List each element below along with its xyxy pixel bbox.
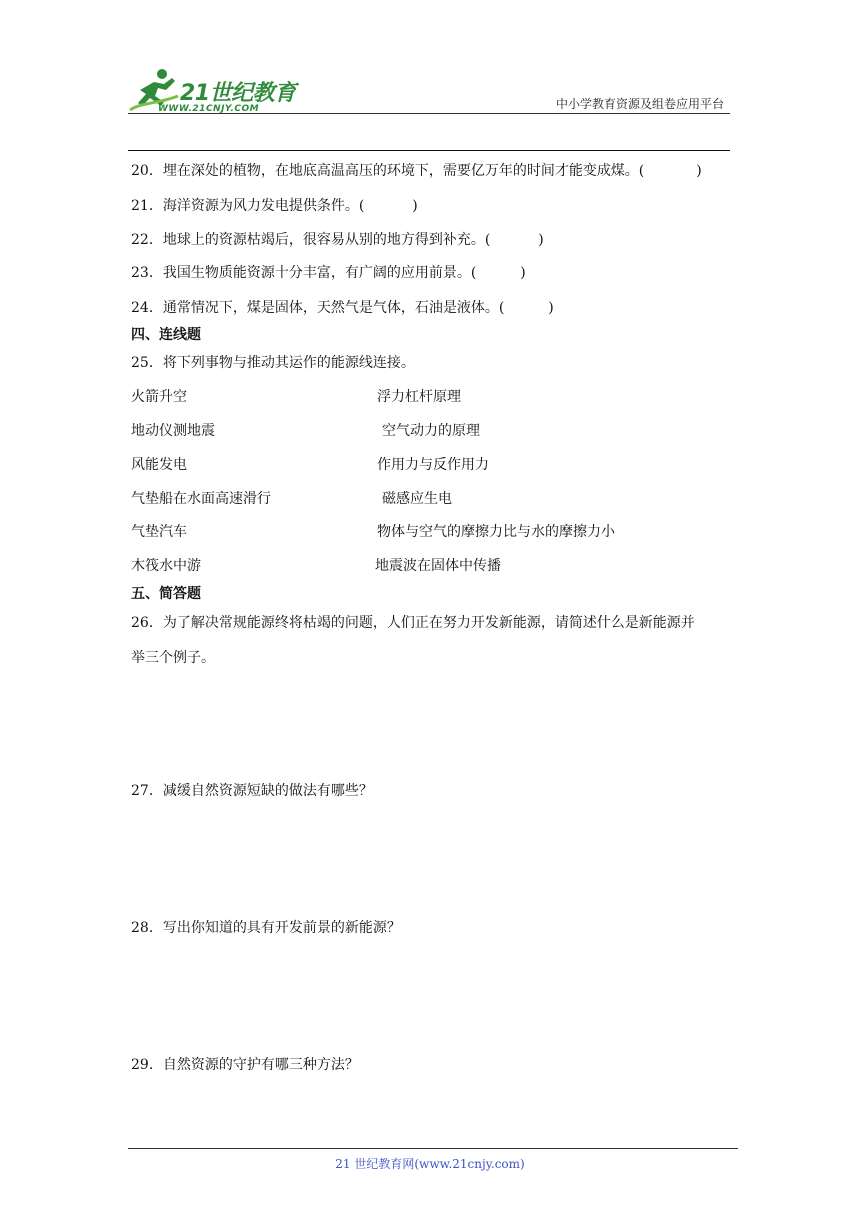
question-25: 25．将下列事物与推动其运作的能源线连接。 (131, 355, 415, 371)
match-right-item: 浮力杠杆原理 (377, 389, 461, 405)
answer-paren-close: ) (412, 198, 418, 214)
content-top-rule (128, 150, 730, 151)
match-left-item: 木筏水中游 (131, 558, 201, 574)
question-22 (131, 229, 544, 249)
site-logo (128, 66, 298, 118)
question-27: 27．减缓自然资源短缺的做法有哪些？ (131, 783, 373, 799)
match-right-item: 物体与空气的摩擦力比与水的摩擦力小 (377, 524, 615, 540)
match-left-item: 气垫船在水面高速滑行 (131, 491, 271, 507)
question-23 (131, 262, 526, 282)
question-text: 22．地球上的资源枯竭后，很容易从别的地方得到补充。( (131, 232, 491, 248)
question-29: 29．自然资源的守护有哪三种方法？ (131, 1057, 359, 1073)
question-26-line2: 举三个例子。 (131, 650, 215, 666)
logo-text: 21世纪教育 (180, 81, 296, 106)
question-21 (131, 195, 418, 215)
answer-paren-close: ) (548, 300, 554, 316)
match-right-item: 磁感应生电 (382, 491, 452, 507)
answer-paren-close: ) (696, 163, 702, 179)
answer-paren-close: ) (520, 265, 526, 281)
logo-url: WWW.21CNJY.COM (158, 104, 260, 114)
match-left-item: 地动仪测地震 (131, 423, 215, 439)
match-left-item: 火箭升空 (131, 389, 187, 405)
footer-link[interactable]: 21 世纪教育网(www.21cnjy.com) (335, 1157, 525, 1171)
match-right-item: 地震波在固体中传播 (375, 558, 501, 574)
question-text: 20．埋在深处的植物，在地底高温高压的环境下，需要亿万年的时间才能变成煤。( (131, 163, 645, 179)
platform-name: 中小学教育资源及组卷应用平台 (555, 97, 724, 111)
match-left-item: 气垫汽车 (131, 524, 187, 540)
header-divider (128, 113, 730, 114)
question-text: 21．海洋资源为风力发电提供条件。( (131, 198, 365, 214)
question-text: 24．通常情况下，煤是固体，天然气是气体，石油是液体。( (131, 300, 505, 316)
match-right-item: 空气动力的原理 (382, 423, 480, 439)
section-title-matching: 四、连线题 (131, 327, 201, 343)
match-right-item: 作用力与反作用力 (377, 457, 489, 473)
footer-divider (128, 1148, 738, 1149)
question-text: 23．我国生物质能资源十分丰富，有广阔的应用前景。( (131, 265, 477, 281)
question-28: 28．写出你知道的具有开发前景的新能源？ (131, 920, 401, 936)
match-left-item: 风能发电 (131, 457, 187, 473)
answer-paren-close: ) (538, 232, 544, 248)
question-26-line1: 26．为了解决常规能源终将枯竭的问题，人们正在努力开发新能源，请简述什么是新能源并 (131, 615, 695, 631)
question-24 (131, 297, 554, 317)
section-title-short-answer: 五、简答题 (131, 586, 201, 602)
question-20 (131, 160, 702, 180)
